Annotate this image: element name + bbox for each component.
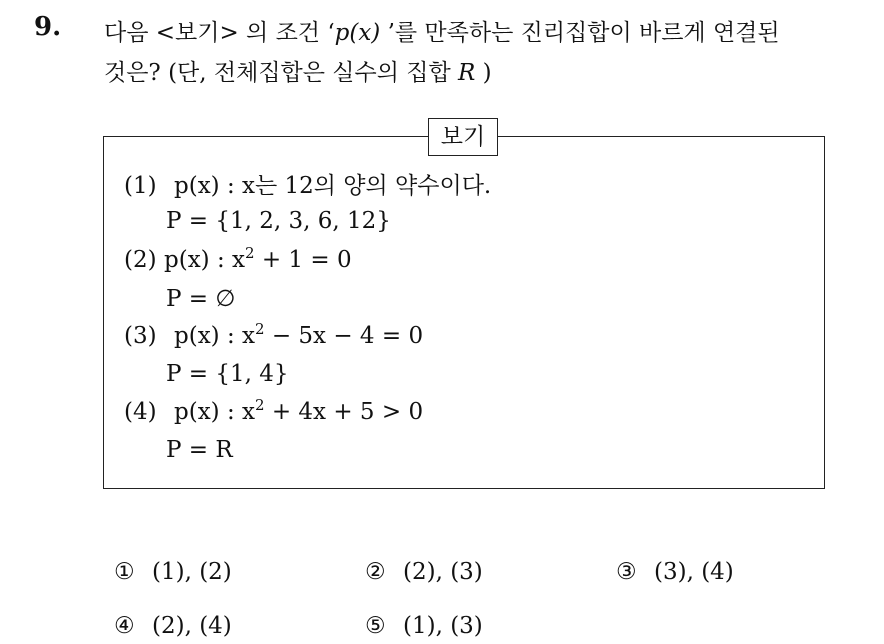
example-item-1-set [166, 203, 391, 239]
choice-2[interactable] [365, 554, 483, 590]
item-set: P = {1, 4} [166, 361, 289, 387]
item-condition: p(x) : x는 12의 양의 약수이다. [174, 173, 492, 199]
stem-line-2 [104, 53, 874, 93]
choice-3[interactable] [616, 554, 734, 590]
item-set: P = {1, 2, 3, 6, 12} [166, 208, 391, 234]
example-box-title: 보기 [428, 118, 498, 156]
item-condition-pre: p(x) : x [174, 323, 255, 349]
choice-mark: ④ [114, 613, 135, 639]
example-item-1 [124, 168, 491, 204]
stem-universal-set: R [458, 60, 476, 86]
stem-condition: p(x) [334, 20, 381, 46]
item-set: P = ∅ [166, 286, 236, 312]
question-number: 9. [34, 12, 62, 42]
item-exponent: 2 [254, 320, 265, 338]
stem-line-2-post: ) [475, 60, 492, 86]
example-item-2 [124, 242, 352, 278]
item-condition-pre: p(x) : x [174, 399, 255, 425]
choice-text: (2), (3) [403, 559, 483, 585]
item-exponent: 2 [244, 244, 255, 262]
example-item-4-set [166, 432, 233, 468]
question-stem [104, 13, 874, 93]
item-condition-post: + 4x + 5 > 0 [264, 399, 424, 425]
example-item-2-set [166, 281, 235, 317]
item-label: (2) [124, 247, 157, 273]
item-condition-post: − 5x − 4 = 0 [264, 323, 424, 349]
choice-text: (3), (4) [654, 559, 734, 585]
choice-mark: ① [114, 559, 135, 585]
item-condition-post: + 1 = 0 [254, 247, 352, 273]
example-item-4 [124, 394, 423, 430]
item-condition-pre: p(x) : x [164, 247, 245, 273]
item-label: (4) [124, 399, 157, 425]
stem-line-1-pre: 다음 <보기> 의 조건 ‘ [104, 20, 335, 46]
choice-text: (2), (4) [152, 613, 232, 639]
stem-line-1-post: ’를 만족하는 진리집합이 바르게 연결된 [380, 20, 780, 46]
choice-text: (1), (2) [152, 559, 232, 585]
choice-text: (1), (3) [403, 613, 483, 639]
example-item-3 [124, 318, 423, 354]
choice-mark: ③ [616, 559, 637, 585]
item-label: (3) [124, 323, 157, 349]
stem-line-2-pre: 것은? (단, 전체집합은 실수의 집합 [104, 60, 459, 86]
item-exponent: 2 [254, 396, 265, 414]
choice-5[interactable] [365, 608, 483, 644]
item-label: (1) [124, 173, 157, 199]
item-set: P = R [166, 437, 233, 463]
choice-4[interactable] [114, 608, 232, 644]
choice-mark: ② [365, 559, 386, 585]
choice-mark: ⑤ [365, 613, 386, 639]
example-item-3-set [166, 356, 289, 392]
choice-1[interactable] [114, 554, 232, 590]
stem-line-1 [104, 13, 874, 53]
